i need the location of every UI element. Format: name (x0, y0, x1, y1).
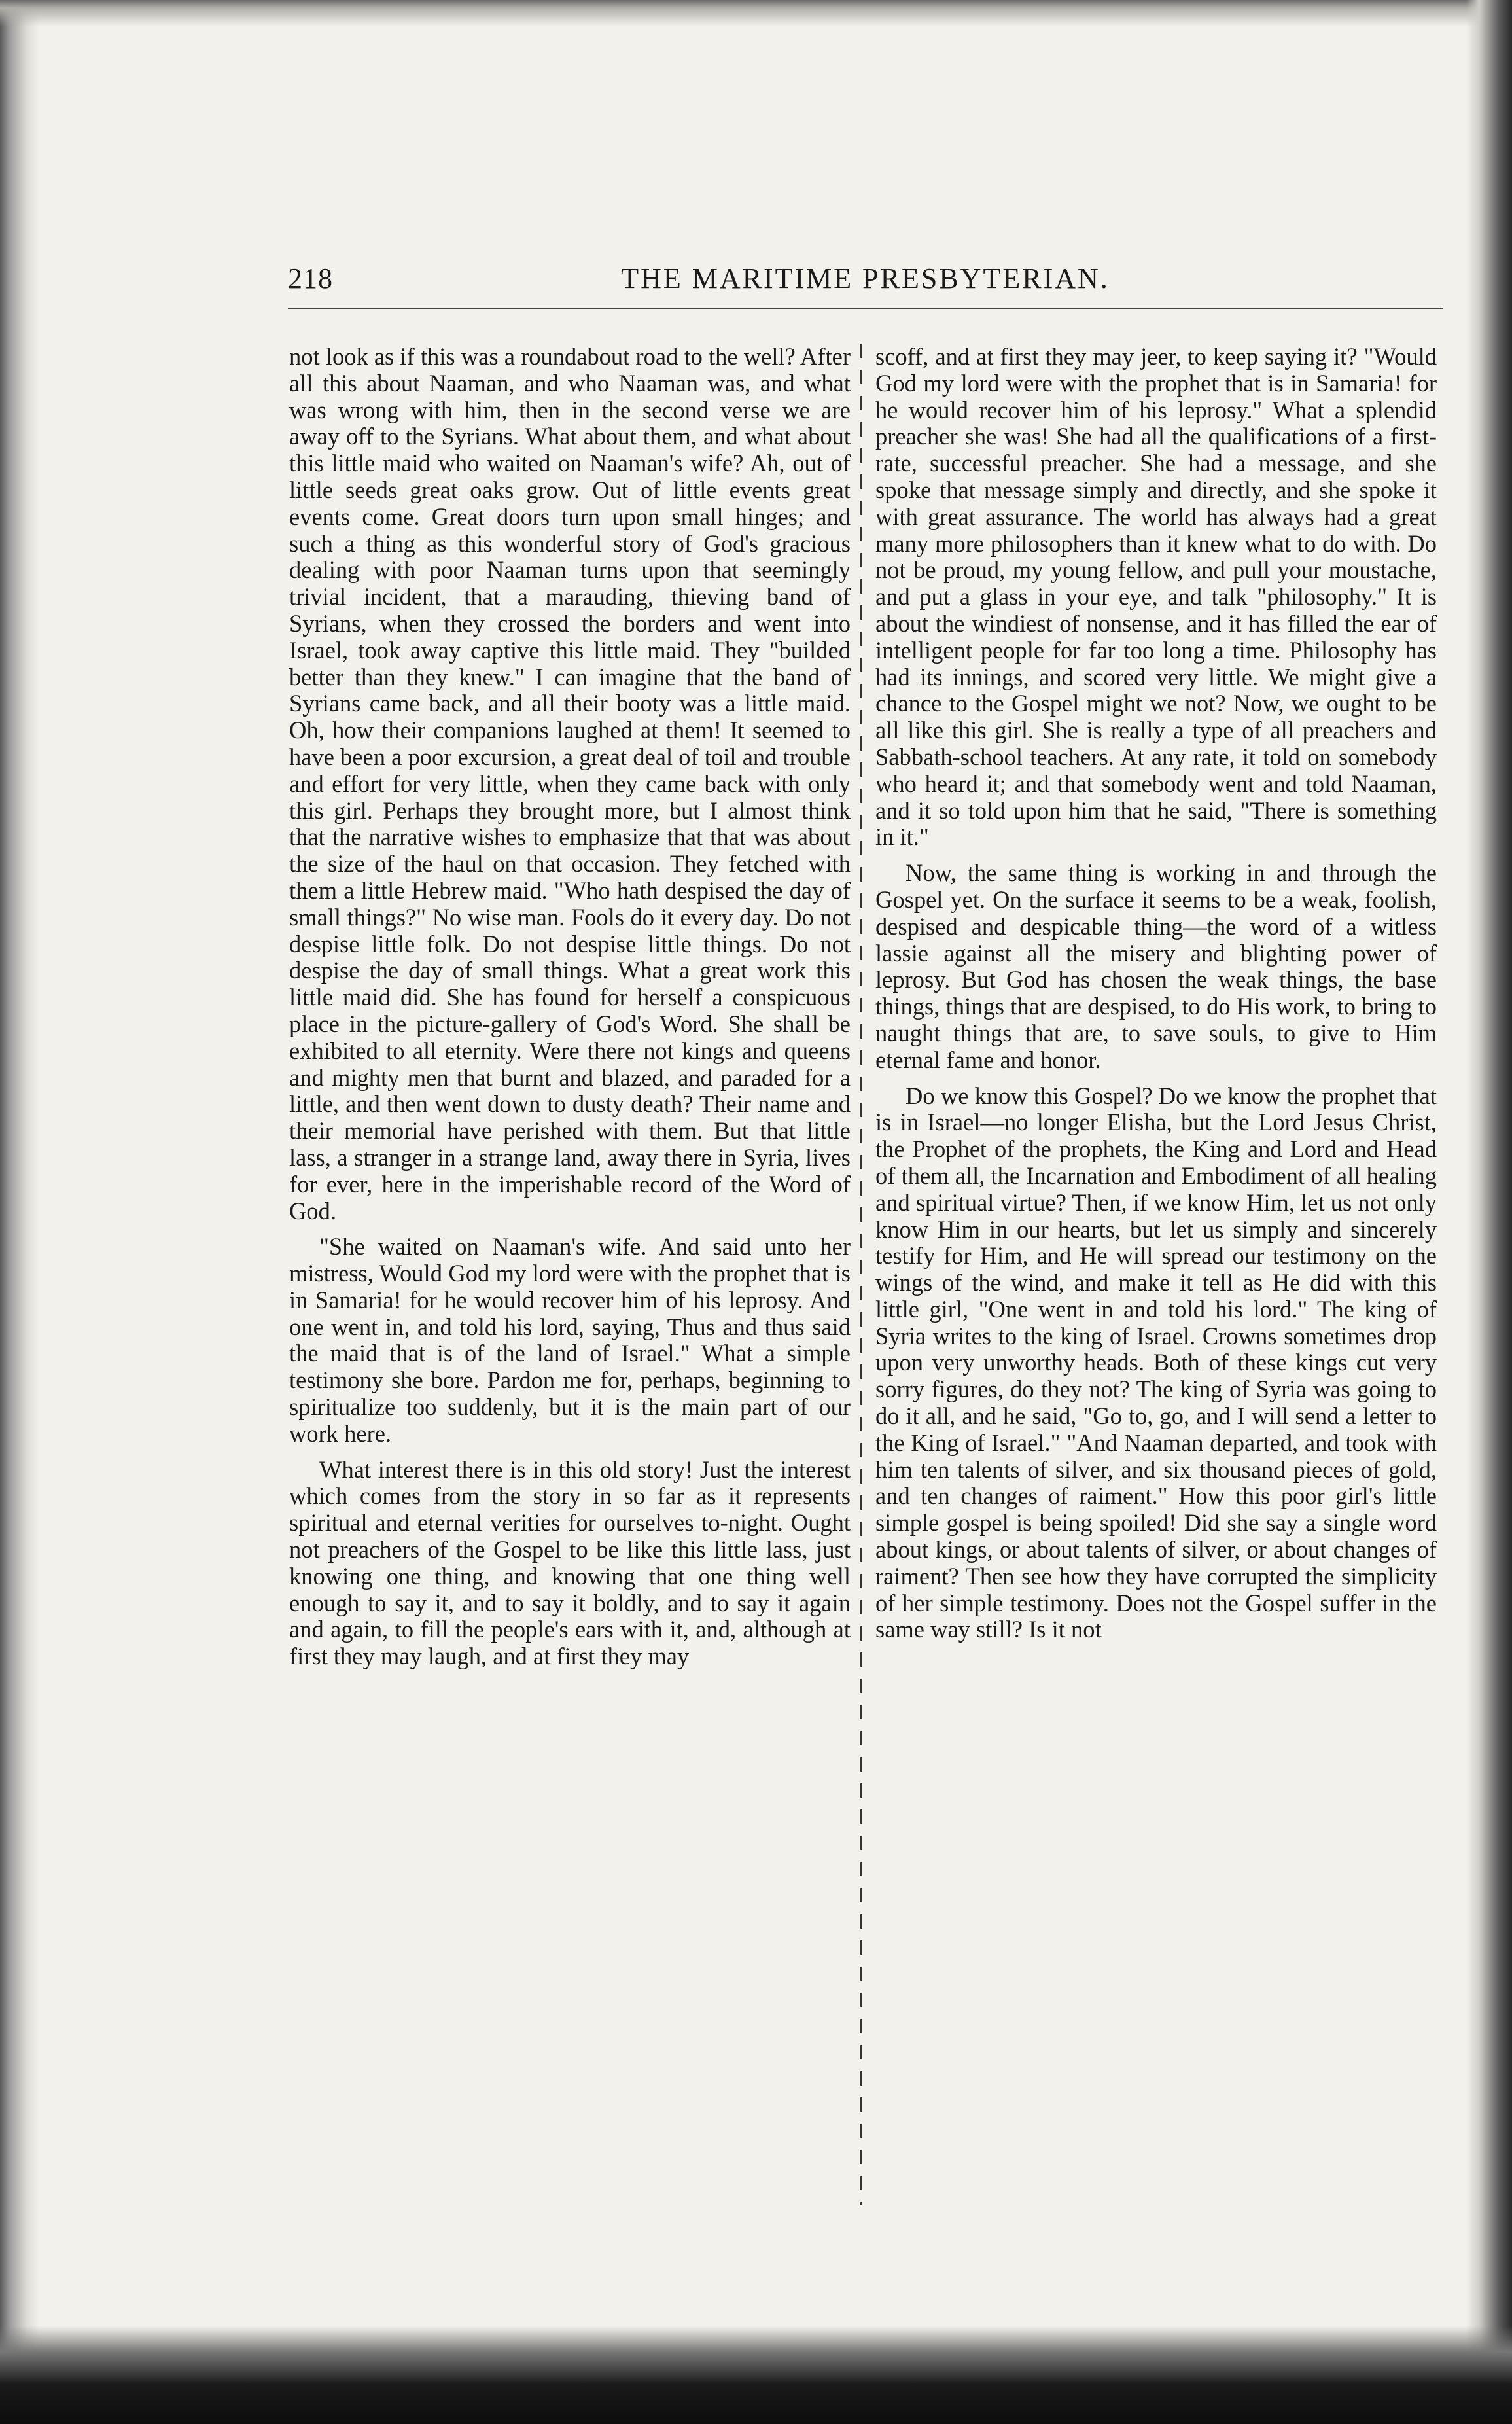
right-paragraph-2: Now, the same thing is working in and through the Gospel yet. On the surface it seems to be a weak, foolish, despised and despicable thing—the word of a witless lassie against all the misery and blighting power of leprosy. But God has chosen the weak things, the base things, things that are despised, to do His work, to bring to naught things that are, to save souls, to give to Him eternal fame and honor. (875, 859, 1437, 1073)
scan-edge-right (1466, 0, 1512, 2424)
header-rule (288, 308, 1443, 309)
left-paragraph-1: not look as if this was a roundabout road to the well? After all this about Naaman, and who Naaman was, and what was wrong with him, then in the second verse we are away off to the Syrians. What about them, and what about this little maid who waited on Naaman's wife? Ah, out of little seeds great oaks grow. Out of little events great events come. Great doors turn upon small hinges; and such a thing as this wonderful story of God's gracious dealing with poor Naaman turns upon that seemingly trivial incident, that a marauding, thieving band of Syrians, when they crossed the borders and went into Israel, took away captive this little maid. They "builded better than they knew." I can imagine that the band of Syrians came back, and all their booty was a little maid. Oh, how their companions laughed at them! It seemed to have been a poor excursion, a great deal of toil and trouble and effort for very little, when they came back with only this girl. Perhaps they brought more, but I almost think that the narrative wishes to emphasize that that was about the size of the haul on that occasion. They fetched with them a little Hebrew maid. "Who hath despised the day of small things?" No wise man. Fools do it every day. Do not despise little folk. Do not despise little things. Do not despise the day of small things. What a great work this little maid did. She has found for herself a conspicuous place in the picture-gallery of God's Word. She shall be exhibited to all eternity. Were there not kings and queens and mighty men that burnt and blazed, and paraded for a little, and then went down to dusty death? Their name and their memorial have perished with them. But that little lass, a stranger in a strange land, away there in Syria, lives for ever, here in the imperishable record of the Word of God. (289, 343, 851, 1224)
left-paragraph-3: What interest there is in this old story! Just the interest which comes from the story in so far as it represents spiritual and eternal verities for ourselves to-night. Ought not preachers of the Gospel to be like this little lass, just knowing one thing, and knowing that one thing well enough to say it, and to say it boldly, and to say it again and again, to fill the people's ears with it, and, although at first they may laugh, and at first they may (289, 1455, 851, 1670)
right-column (875, 344, 1437, 1643)
scan-edge-left (0, 0, 39, 2424)
page-number: 218 (288, 262, 333, 294)
right-paragraph-1: scoff, and at first they may jeer, to keep saying it? "Would God my lord were with the prophet that is in Samaria! for he would recover him of his leprosy." What a splendid preacher she was! She had all the qualifications of a first-rate, successful preacher. She had a message, and she spoke that message simply and directly, and she spoke it with great assurance. The world has always had a great many more philosophers than it knew what to do with. Do not be proud, my young fellow, and pull your moustache, and put a glass in your eye, and talk "philosophy." It is about the windiest of nonsense, and it has filled the ear of intelligent people for far too long a time. Philosophy has had its innings, and scored very little. We might give a chance to the Gospel might we not? Now, we ought to be all like this girl. She is really a type of all preachers and Sabbath-school teachers. At any rate, it told on somebody who heard it; and that somebody went and told Naaman, and it so told upon him that he said, "There is something in it." (875, 343, 1437, 851)
scan-edge-top (0, 0, 1512, 26)
page-header (288, 260, 1443, 300)
right-paragraph-3: Do we know this Gospel? Do we know the prophet that is in Israel—no longer Elisha, but the Lord Jesus Christ, the Prophet of the prophets, the King and Lord and Head of them all, the Incarnation and Embodiment of all healing and spiritual virtue? Then, if we know Him, let us not only know Him in our hearts, but let us simply and sincerely testify for Him, and He will spread our testimony on the wings of the wind, and make it tell as He did with this little girl, "One went in and told his lord." The king of Syria writes to the king of Israel. Crowns sometimes drop upon very unworthy heads. Both of these kings cut very sorry figures, do they not? The king of Syria was going to do it all, and he said, "Go to, go, and I will send a letter to the King of Israel." "And Naaman departed, and took with him ten talents of silver, and six thousand pieces of gold, and ten changes of raiment." How this poor girl's little simple gospel is being spoiled! Did she say a single word about kings, or about talents of silver, or about changes of raiment? Then see how they have corrupted the simplicity of her simple testimony. Does not the Gospel suffer in the same way still? Is it not (875, 1082, 1437, 1643)
journal-title: THE MARITIME PRESBYTERIAN. (621, 262, 1110, 294)
left-column (289, 344, 851, 1670)
scan-edge-bottom (0, 2326, 1512, 2424)
column-divider (860, 344, 862, 2205)
left-paragraph-2: "She waited on Naaman's wife. And said unto her mistress, Would God my lord were with the prophet that is in Samaria! for he would recover him of his leprosy. And one went in, and told his lord, saying, Thus and thus said the maid that is of the land of Israel." What a simple testimony she bore. Pardon me for, perhaps, beginning to spiritualize too suddenly, but it is the main part of our work here. (289, 1233, 851, 1447)
